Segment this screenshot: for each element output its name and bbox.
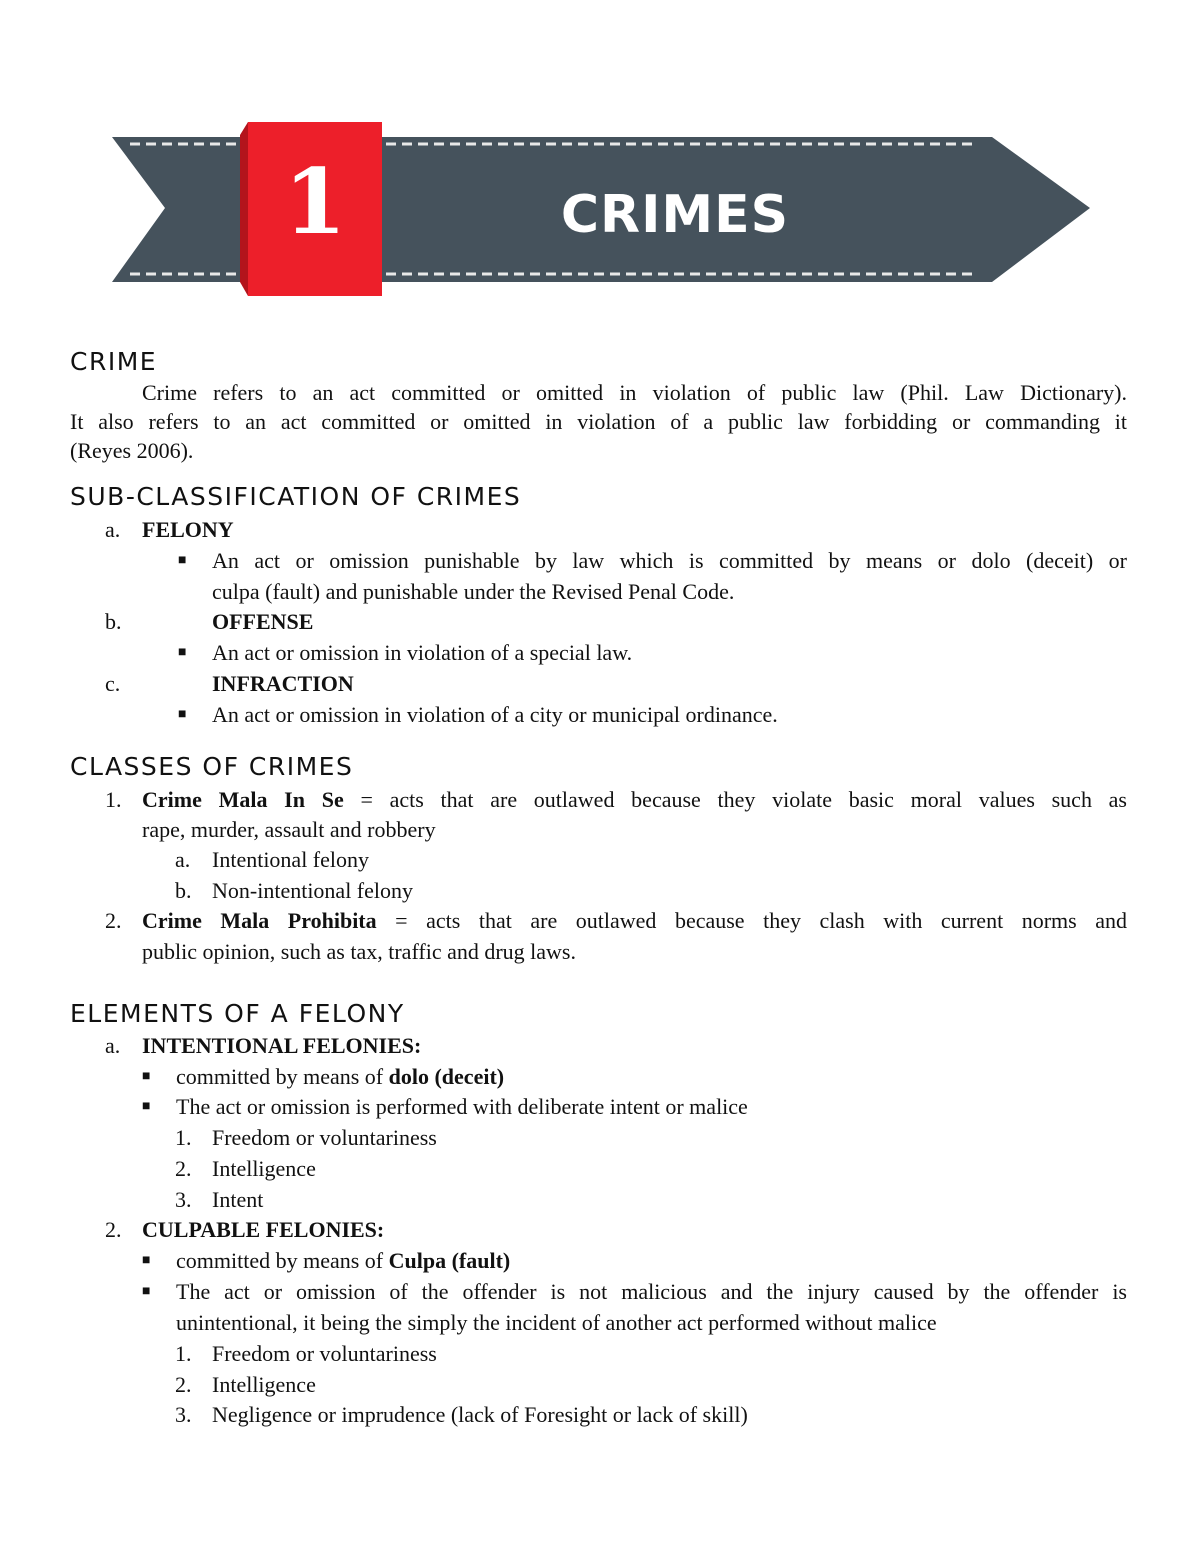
bullet-text: committed by means of dolo (deceit) bbox=[176, 1064, 505, 1089]
paragraph-line: Crime refers to an act committed or omitted in violation of public law (Phil. Law Dictionary). bbox=[142, 380, 1127, 405]
section-heading-elements: ELEMENTS OF A FELONY bbox=[70, 999, 405, 1028]
list-marker: 1. bbox=[105, 787, 122, 812]
item-title: FELONY bbox=[142, 517, 234, 542]
bullet-text: unintentional, it being the simply the incident of another act performed without malice bbox=[176, 1310, 937, 1335]
sub-item: Non-intentional felony bbox=[212, 878, 414, 903]
sub-item: Intentional felony bbox=[212, 847, 370, 872]
bullet-icon: ■ bbox=[142, 1253, 151, 1268]
list-marker: 3. bbox=[175, 1402, 192, 1427]
list-marker: b. bbox=[175, 878, 192, 903]
class-line: Crime Mala Prohibita = acts that are outlawed because they clash with current norms and bbox=[142, 908, 1128, 933]
list-marker: b. bbox=[105, 609, 122, 634]
list-marker: 2. bbox=[105, 1217, 122, 1242]
item-title: CULPABLE FELONIES: bbox=[142, 1217, 385, 1242]
class-line: Crime Mala In Se = acts that are outlawed because they violate basic moral values such as bbox=[142, 787, 1127, 812]
item-title: OFFENSE bbox=[212, 609, 314, 634]
chapter-banner bbox=[0, 0, 1200, 320]
item-desc: culpa (fault) and punishable under the Revised Penal Code. bbox=[212, 579, 735, 604]
bullet-icon: ■ bbox=[178, 707, 187, 722]
item-desc: An act or omission in violation of a city or municipal ordinance. bbox=[212, 702, 778, 727]
chapter-title: CRIMES bbox=[560, 185, 790, 245]
bullet-text: The act or omission of the offender is not malicious and the injury caused by the offender is bbox=[176, 1279, 1127, 1304]
list-marker: a. bbox=[105, 517, 121, 542]
chapter-number: 1 bbox=[283, 149, 347, 255]
bullet-icon: ■ bbox=[178, 553, 187, 568]
bullet-text: The act or omission is performed with deliberate intent or malice bbox=[176, 1094, 748, 1119]
bullet-text: committed by means of Culpa (fault) bbox=[176, 1248, 511, 1273]
item-title: INTENTIONAL FELONIES: bbox=[142, 1033, 422, 1058]
sub-item: Intelligence bbox=[212, 1156, 316, 1181]
class-line: public opinion, such as tax, traffic and drug laws. bbox=[142, 939, 576, 964]
sub-item: Freedom or voluntariness bbox=[212, 1125, 437, 1150]
bullet-icon: ■ bbox=[178, 645, 187, 660]
bullet-icon: ■ bbox=[142, 1099, 151, 1114]
section-heading-sub-classification: SUB-CLASSIFICATION OF CRIMES bbox=[70, 482, 522, 511]
class-line: rape, murder, assault and robbery bbox=[142, 817, 436, 842]
bullet-icon: ■ bbox=[142, 1284, 151, 1299]
bullet-icon: ■ bbox=[142, 1069, 151, 1084]
section-heading-crime: CRIME bbox=[70, 347, 158, 376]
list-marker: 2. bbox=[105, 908, 122, 933]
sub-item: Intent bbox=[212, 1187, 264, 1212]
sub-item: Freedom or voluntariness bbox=[212, 1341, 437, 1366]
list-marker: a. bbox=[175, 847, 191, 872]
sub-item: Intelligence bbox=[212, 1372, 316, 1397]
list-marker: 2. bbox=[175, 1156, 192, 1181]
list-marker: 1. bbox=[175, 1125, 192, 1150]
list-marker: a. bbox=[105, 1033, 121, 1058]
list-marker: 3. bbox=[175, 1187, 192, 1212]
item-title: INFRACTION bbox=[212, 671, 354, 696]
section-heading-classes: CLASSES OF CRIMES bbox=[70, 752, 354, 781]
paragraph-line: It also refers to an act committed or omitted in violation of a public law forbidding or commanding it bbox=[70, 409, 1127, 434]
list-marker: 1. bbox=[175, 1341, 192, 1366]
item-desc: An act or omission punishable by law which is committed by means or dolo (deceit) or bbox=[212, 548, 1127, 573]
sub-item: Negligence or imprudence (lack of Foresight or lack of skill) bbox=[212, 1402, 748, 1427]
item-desc: An act or omission in violation of a special law. bbox=[212, 640, 633, 665]
paragraph-line: (Reyes 2006). bbox=[70, 438, 194, 463]
list-marker: 2. bbox=[175, 1372, 192, 1397]
list-marker: c. bbox=[105, 671, 121, 696]
